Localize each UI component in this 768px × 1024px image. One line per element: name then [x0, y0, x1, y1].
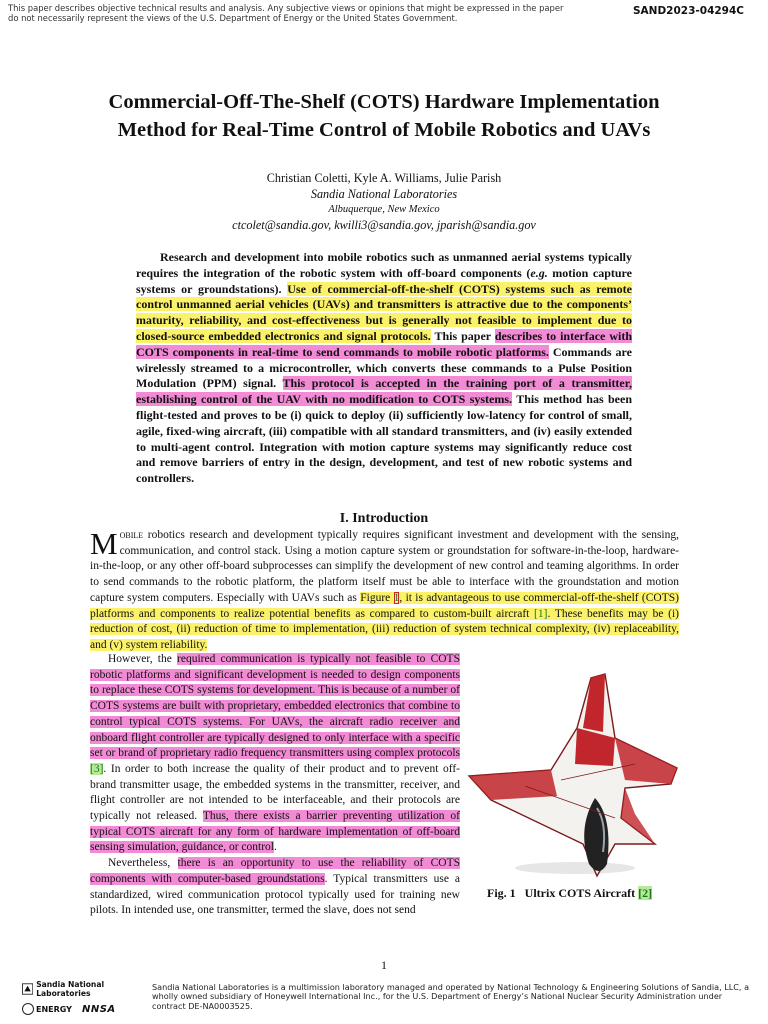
aircraft-shadow	[515, 862, 635, 874]
body-text: . Typical transmitters use a standardized, wired communication protocol typically used for training new pilots. In intended use, one transmitter, termed the slave, does not send	[90, 872, 461, 917]
highlight-pink	[90, 653, 460, 775]
disclaimer-text: This paper describes objective technical results and analysis. Any subjective views or opinions that might be expressed in the paper do not necessarily represent the views of the U.S. Department of Energy or the United States Government.	[8, 3, 564, 23]
smallcaps-word: obile	[119, 529, 144, 541]
abstract-text: This method has been flight-tested and proves to be (i) quick to deploy (ii) sufficiently low-latency for control of small, agile, fixed-wing aircraft, (iii) compatible with all standard transmitters, and (iv) easily extended to multi-agent control. Integration with motion capture systems may significantly reduce cost and remove barriers of entry in the design, development, and test of new robotic systems and controllers.	[136, 392, 632, 486]
body-text: .	[273, 841, 277, 854]
caption-label: Fig. 1	[487, 886, 516, 900]
abstract-text: This paper	[430, 328, 495, 343]
report-id: SAND2023-04294C	[632, 5, 744, 17]
body-text: . In order to both increase the quality of their product and to prevent off-brand transmitter usage, the embedded systems in the transmitter, receiver, and flight controller are not intended to be interfaceable, and their protocols are typically not released.	[90, 762, 460, 823]
author-emails[interactable]: ctcolet@sandia.gov, kwilli3@sandia.gov, jparish@sandia.gov	[232, 217, 536, 232]
author-location: Albuquerque, New Mexico	[328, 204, 440, 215]
body-text: , it is advantageous to use commercial-off-the-shelf (COTS) platforms and components to realize potential benefits as compared to custom-built aircraft	[90, 591, 679, 620]
footer-logo-row	[22, 1003, 136, 1015]
intro-paragraph-3	[90, 856, 460, 919]
snl-thunderbird-icon	[22, 982, 33, 996]
citation-link[interactable]: [3]	[90, 762, 104, 775]
body-text: Nevertheless,	[108, 857, 178, 870]
left-column	[90, 652, 460, 919]
body-text: robotics research and development typically requires significant investment and development with the sensing, communication, and control stack. Using a motion capture system or groundstation for software-in-the-loop, hardware-in-the-loop, or any other off-board subprocesses can simplify the development of new control and teaming algorithms. In order to send commands to the robotic platform, the platform itself must be able to interface with the groundstation and motion capture system computers. Especially with UAVs such as	[90, 529, 679, 604]
snl-logo	[22, 980, 136, 998]
author-block	[0, 171, 768, 233]
abstract-text-italic: e.g.	[530, 265, 548, 280]
energy-logo-text: ENERGY	[36, 1004, 72, 1014]
title-line-2: Method for Real-Time Control of Mobile Robotics and UAVs	[117, 119, 651, 141]
highlight-pink: Thus, there exists a barrier preventing utilization of typical COTS aircraft for any form of hardware implementation of off-board sensing simulation, guidance, or control	[90, 810, 460, 854]
intro-paragraph-2	[90, 652, 460, 856]
citation-link[interactable]: [2]	[638, 886, 653, 900]
abstract-text: Research and development into mobile robotics such as unmanned aerial systems typically requires the integration of the robotic system with off-board components (	[136, 250, 632, 280]
abstract	[136, 250, 632, 487]
paper-title	[60, 88, 708, 144]
body-text: Figure	[360, 591, 394, 604]
figure-link[interactable]: 1	[393, 591, 400, 604]
abstract-highlight-yellow: Use of commercial-off-the-shelf (COTS) systems such as remote control unmanned aerial vehicles (UAVs) and transmitters is attractive due to the components’ maturity, reliability, and cost-effectiveness but is generally not feasible to implement due to closed-source embedded electronics and signal protocols.	[136, 281, 633, 343]
footer-logos	[22, 980, 136, 1016]
footer-note: Sandia National Laboratories is a multimission laboratory managed and operated by National Technology & Engineering Solutions of Sandia, LLC, a wholly owned subsidiary of Honeywell International Inc., for the U.S. Department of Energy’s National Nuclear Security Administration under contract DE-NA0003525.	[152, 982, 750, 1011]
abstract-highlight-pink: describes to interface with COTS components in real-time to send commands to mobile robotic platforms.	[136, 328, 633, 359]
body-text: However, the	[108, 653, 178, 665]
citation-link[interactable]: [1]	[534, 607, 548, 620]
section-heading: I. Introduction	[339, 511, 429, 526]
abstract-text: motion capture systems or groundstations).	[136, 265, 632, 296]
nnsa-logo: NNSA	[81, 1003, 116, 1015]
energy-logo	[22, 1003, 72, 1015]
aircraft-image	[465, 668, 683, 880]
drop-cap: M	[90, 526, 118, 561]
page-number: 1	[381, 958, 387, 972]
author-names: Christian Coletti, Kyle A. Williams, Julie Parish	[266, 171, 502, 185]
title-line-1: Commercial-Off-The-Shelf (COTS) Hardware Implementation	[108, 91, 660, 113]
energy-seal-icon	[22, 1003, 34, 1015]
highlight-pink: there is an opportunity to use the reliability of COTS components with computer-based groundstations	[90, 857, 460, 885]
author-institution: Sandia National Laboratories	[310, 186, 458, 201]
body-text: required communication is typically not feasible to COTS robotic platforms and significant development is needed to design components to replace these COTS systems for development. This is because of a number of COTS systems are built with proprietary, embedded electronics that combine to control typical COTS systems. For UAVs, the aircraft radio receiver and onboard flight controller are typically designed to only interface with a specific set or brand of proprietary radio frequency transmitters using complex protocols	[90, 653, 460, 760]
abstract-text: Commands are wirelessly streamed to a microcontroller, which converts these commands to a Pulse Position Modulation (PPM) signal.	[136, 344, 632, 391]
intro-paragraph-1	[90, 528, 679, 654]
snl-logo-text: Sandia National Laboratories	[36, 980, 105, 998]
figure-caption	[487, 886, 652, 901]
body-text: . These benefits may be (i) reduction of cost, (ii) reduction of time to implementation, (iii) reduction of system technical complexity, (iv) replaceability, and (v) system reliability.	[90, 607, 679, 651]
abstract-highlight-pink: This protocol is accepted in the training port of a transmitter, establishing control of the UAV with no modification to COTS systems.	[136, 376, 632, 407]
caption-text: Ultrix COTS Aircraft	[524, 886, 639, 900]
